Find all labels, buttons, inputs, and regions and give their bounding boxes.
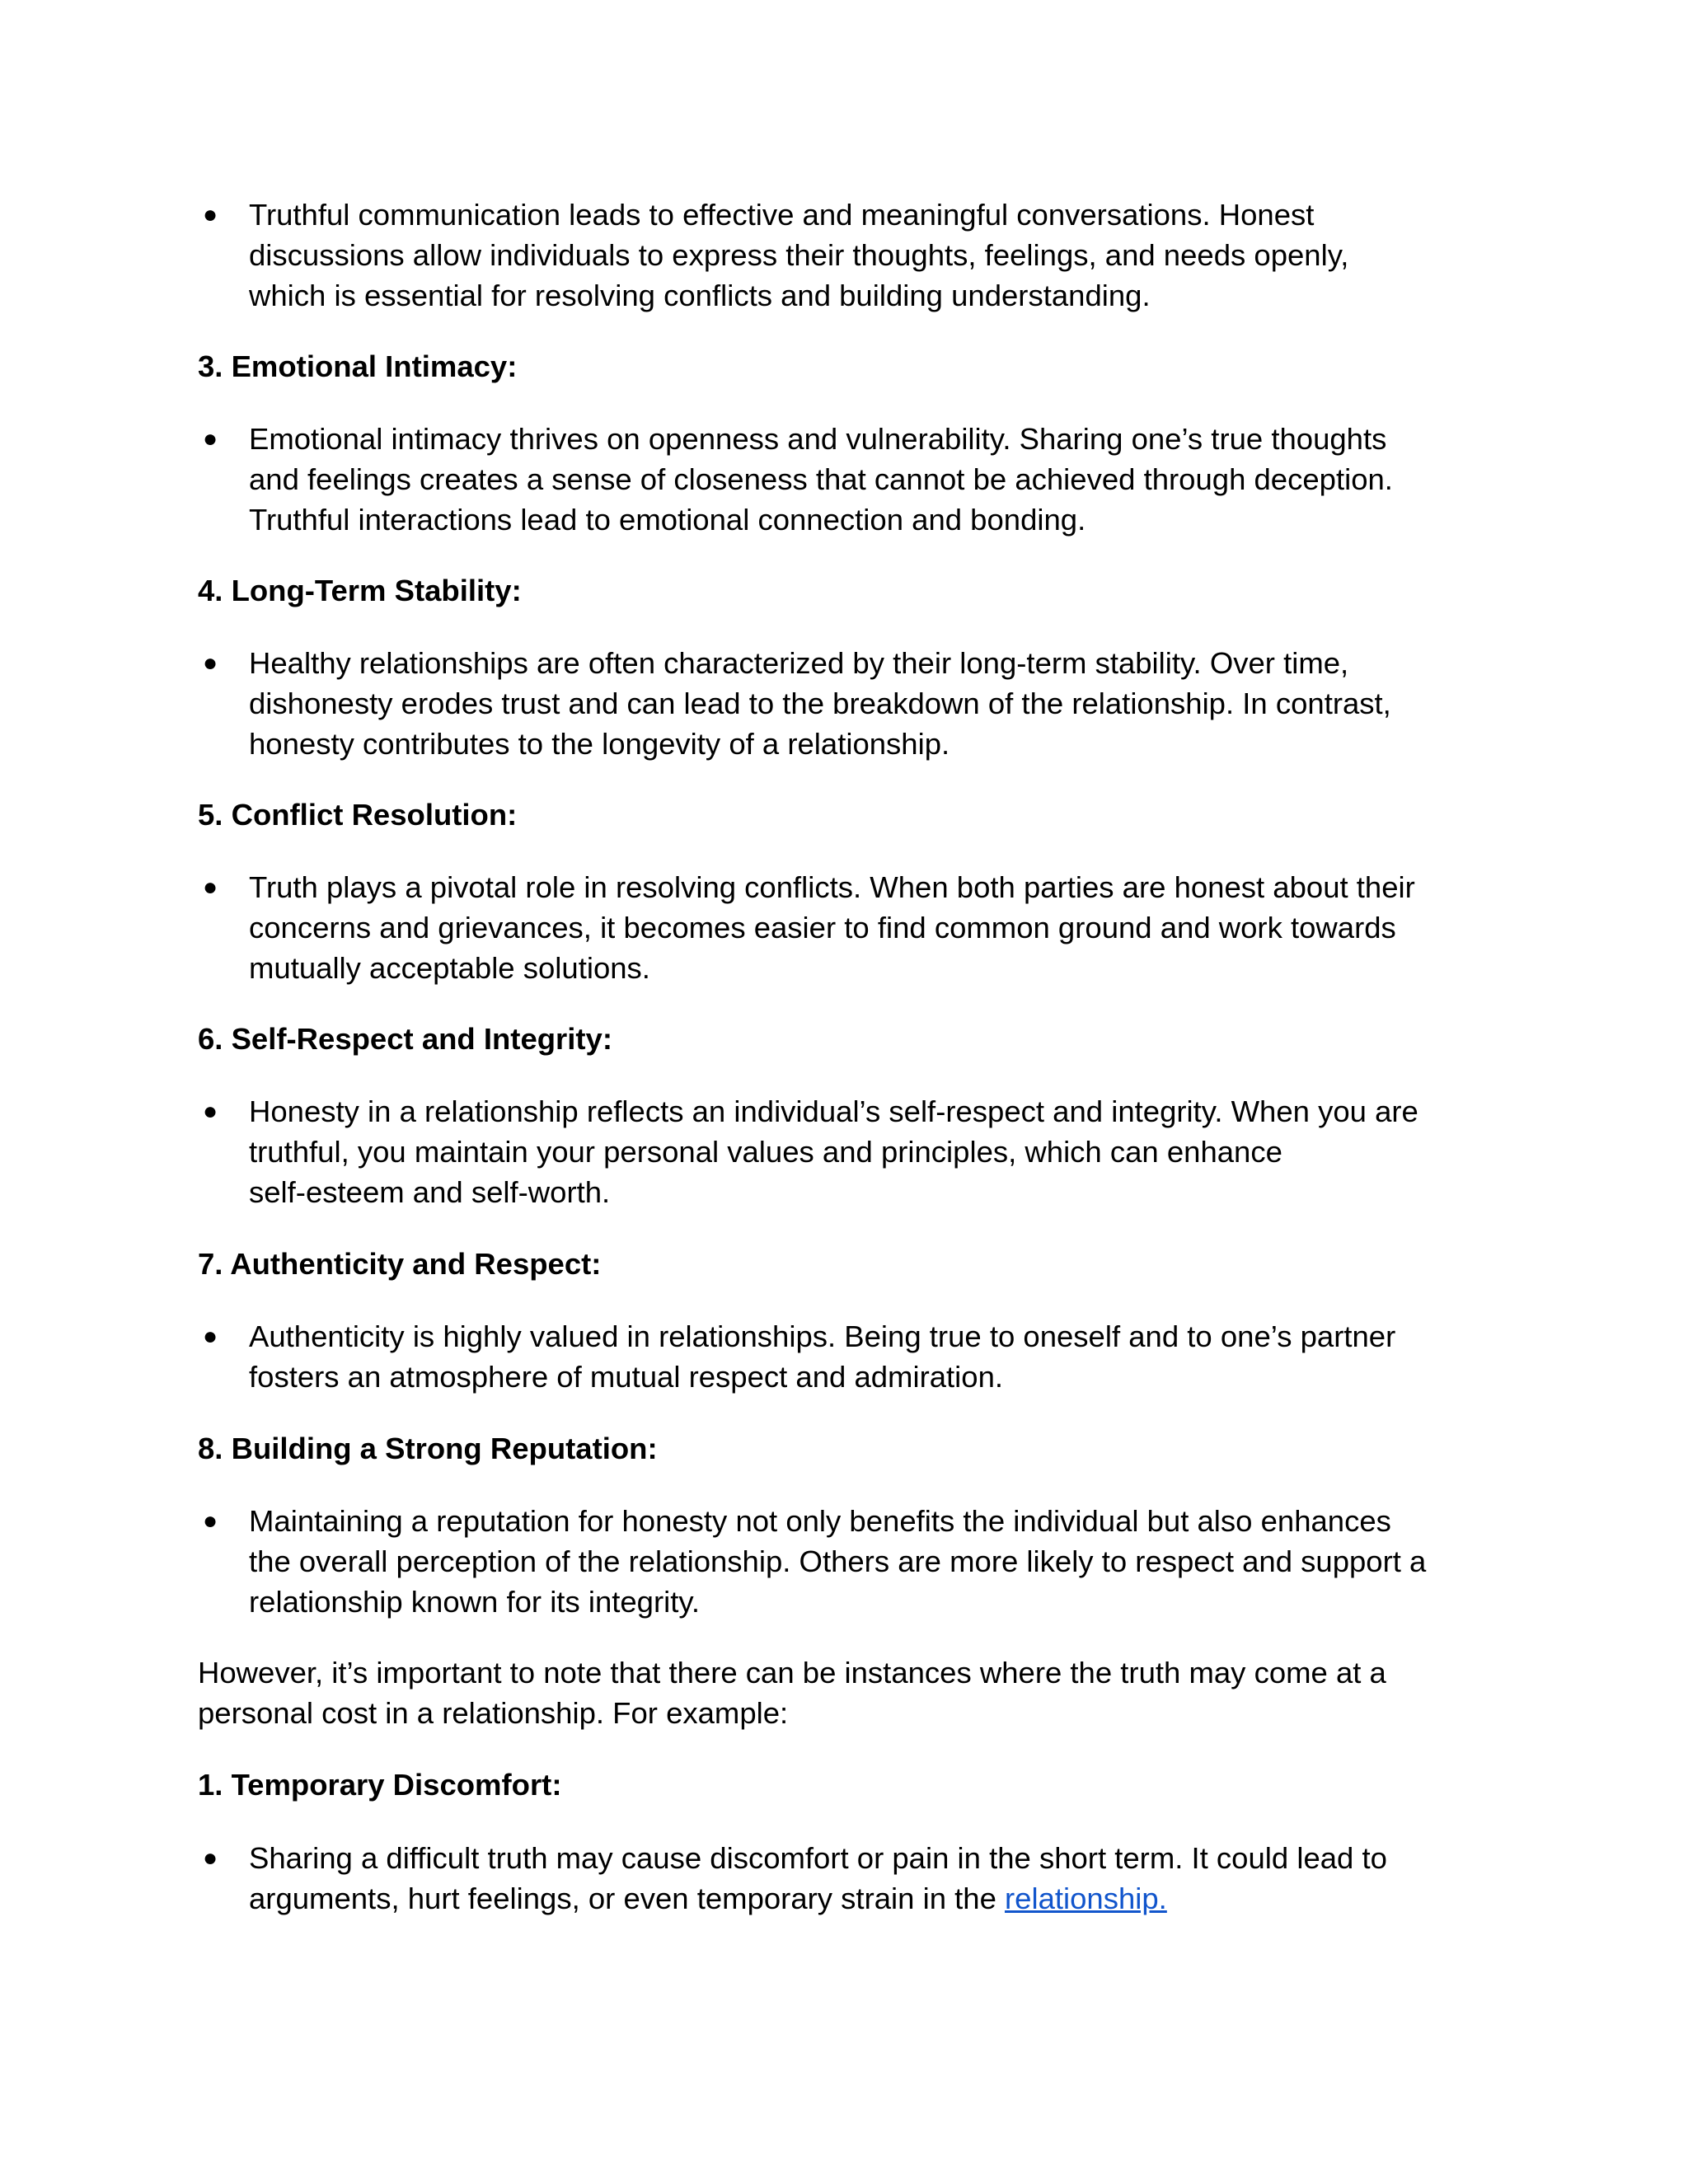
bullet-item-temporary-discomfort [203, 1838, 1502, 1919]
bullet-text-line [249, 1878, 1502, 1919]
bullet-icon: ● [203, 1098, 218, 1125]
section-heading-long-term-stability: 4. Long-Term Stability: [198, 574, 522, 607]
bullet-text-line: and feelings creates a sense of closeness that cannot be achieved through deception. [249, 462, 1393, 496]
bullet-icon: ● [203, 201, 218, 228]
bullet-text-line: discussions allow individuals to express their thoughts, feelings, and needs openly, [249, 238, 1349, 272]
bullet-text-line: concerns and grievances, it becomes easier to find common ground and work towards [249, 911, 1396, 944]
section-heading-emotional-intimacy: 3. Emotional Intimacy: [198, 349, 518, 383]
bullet-item-self-respect [203, 1091, 1502, 1212]
bullet-item-authenticity [203, 1316, 1502, 1397]
bullet-icon: ● [203, 1323, 218, 1350]
bullet-text-line: self-esteem and self-worth. [249, 1175, 611, 1209]
bullet-text-line: honesty contributes to the longevity of a relationship. [249, 727, 950, 761]
section-heading-authenticity: 7. Authenticity and Respect: [198, 1247, 602, 1281]
bullet-item-reputation [203, 1501, 1502, 1622]
bullet-text-line: Healthy relationships are often characterized by their long-term stability. Over time, [249, 646, 1349, 680]
bullet-text-line: the overall perception of the relationship. Others are more likely to respect and support a [249, 1544, 1427, 1578]
bullet-icon: ● [203, 425, 218, 452]
bullet-text-line: dishonesty erodes trust and can lead to the breakdown of the relationship. In contrast, [249, 687, 1391, 720]
bullet-item-emotional-intimacy [203, 419, 1502, 540]
section-heading-temporary-discomfort: 1. Temporary Discomfort: [198, 1768, 562, 1802]
paragraph-line: However, it’s important to note that there can be instances where the truth may come at a [198, 1656, 1386, 1690]
bullet-text-line: truthful, you maintain your personal values and principles, which can enhance [249, 1135, 1282, 1169]
section-heading-self-respect: 6. Self-Respect and Integrity: [198, 1022, 612, 1056]
bullet-text-line: Sharing a difficult truth may cause discomfort or pain in the short term. It could lead to [249, 1841, 1387, 1875]
bullet-text-line: Truth plays a pivotal role in resolving conflicts. When both parties are honest about their [249, 870, 1415, 904]
bullet-text-line: relationship known for its integrity. [249, 1585, 701, 1619]
bullet-icon: ● [203, 1507, 218, 1535]
bullet-text-segment: arguments, hurt feelings, or even temporary strain in the [249, 1882, 1006, 1915]
bullet-icon: ● [203, 874, 218, 901]
bullet-item-truthful-communication [203, 194, 1502, 316]
bullet-icon: ● [203, 1844, 218, 1872]
bullet-text-line: Truthful communication leads to effective and meaningful conversations. Honest [249, 198, 1315, 232]
paragraph-line: personal cost in a relationship. For example: [198, 1696, 789, 1730]
bullet-text-line: Emotional intimacy thrives on openness and vulnerability. Sharing one’s true thoughts [249, 422, 1387, 456]
bullet-text-line: fosters an atmosphere of mutual respect and admiration. [249, 1360, 1004, 1394]
relationship-link[interactable]: relationship. [1005, 1882, 1167, 1915]
bullet-text-line: Authenticity is highly valued in relationships. Being true to oneself and to one’s partner [249, 1319, 1396, 1353]
bullet-text-line: Truthful interactions lead to emotional connection and bonding. [249, 503, 1086, 537]
section-heading-reputation: 8. Building a Strong Reputation: [198, 1432, 658, 1465]
bullet-text-line: which is essential for resolving conflicts and building understanding. [249, 279, 1151, 312]
bullet-icon: ● [203, 649, 218, 677]
bullet-item-conflict-resolution [203, 867, 1502, 988]
section-heading-conflict-resolution: 5. Conflict Resolution: [198, 798, 518, 832]
bullet-text-line: Maintaining a reputation for honesty not only benefits the individual but also enhances [249, 1504, 1391, 1538]
bullet-item-long-term-stability [203, 643, 1502, 764]
bullet-text-line: Honesty in a relationship reflects an individual’s self-respect and integrity. When you are [249, 1094, 1418, 1128]
bullet-text-line: mutually acceptable solutions. [249, 951, 650, 985]
